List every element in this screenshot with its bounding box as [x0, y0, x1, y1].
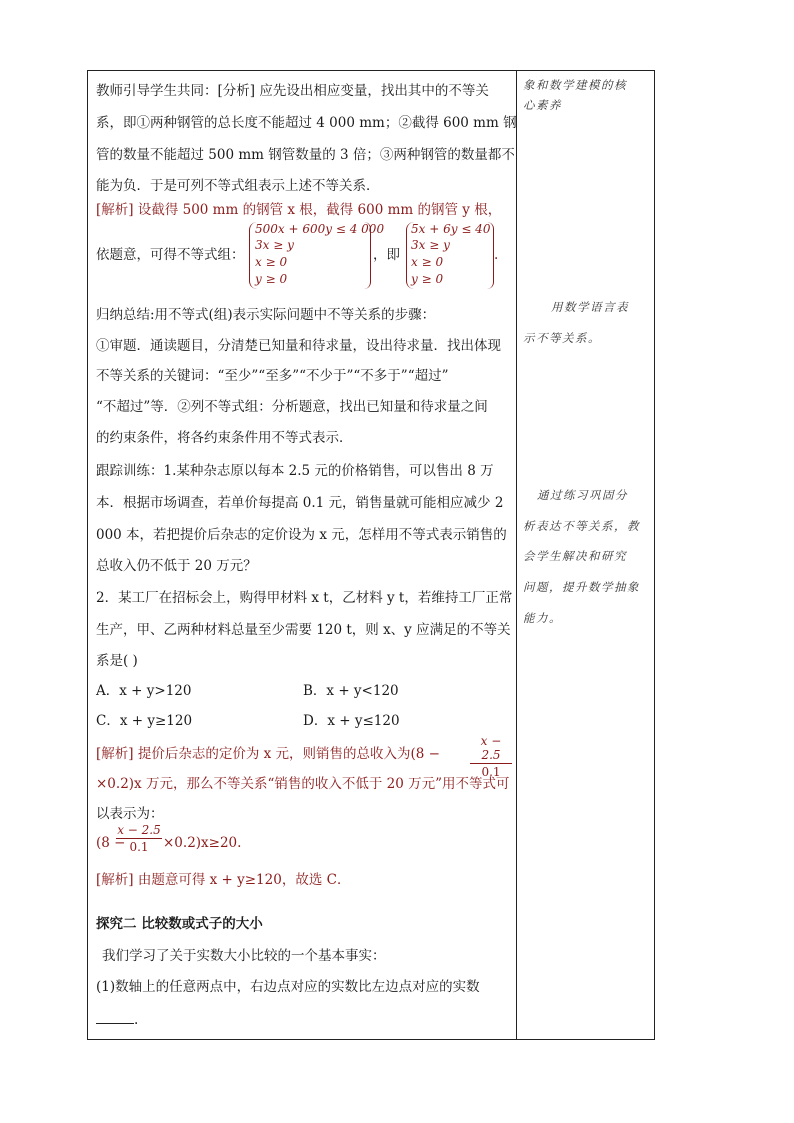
solution-2-line-1: [解析] 提价后杂志的定价为 x 元，则销售的总收入为(8 − — [96, 746, 440, 762]
solution-2-line-3: 以表示为： — [96, 806, 164, 822]
fraction-2-bar — [116, 838, 162, 839]
fraction-1 — [470, 734, 512, 779]
practice-line-2: 本．根据市场调查，若单价每提高 0.1 元，销售量就可能相应减少 2 — [96, 495, 504, 511]
system-2-line-3: x ≥ 0 — [411, 255, 444, 269]
system-2-line-4: y ≥ 0 — [411, 272, 444, 286]
analysis-line-4: 能为负．于是可列不等式组表示上述不等关系． — [96, 178, 380, 194]
note-1-line-2: 心素养 — [523, 98, 562, 112]
solution-3-line: [解析] 由题意可得 x + y≥120，故选 C． — [96, 872, 351, 888]
note-3-line-4: 问题，提升数学抽象 — [523, 580, 640, 594]
system-prefix: 依题意，可得不等式组： — [96, 247, 245, 263]
system-mid-text: ，即 — [373, 247, 400, 263]
analysis-line-3: 管的数量不能超过 500 mm 钢管数量的 3 倍；③两种钢管的数量都不 — [96, 147, 515, 163]
practice-line-3: 000 本，若把提价后杂志的定价设为 x 元，怎样用不等式表示销售的 — [96, 527, 507, 543]
section-paragraph: 我们学习了关于实数大小比较的一个基本事实： — [102, 948, 386, 964]
system-1-line-3: x ≥ 0 — [255, 255, 288, 269]
fraction-2-numerator: x − 2.5 — [117, 823, 161, 837]
note-2-line-1: 用数学语言表 — [551, 300, 629, 314]
expression-prefix: (8 − — [96, 835, 126, 851]
option-d: D．x + y≤120 — [303, 713, 400, 729]
analysis-line-1: 教师引导学生共同：[分析] 应先设出相应变量，找出其中的不等关 — [96, 83, 489, 99]
option-b: B．x + y<120 — [303, 683, 399, 699]
note-3-line-2: 析表达不等关系，教 — [523, 519, 640, 533]
practice-line-5: 2．某工厂在招标会上，购得甲材料 x t，乙材料 y t，若维持工厂正常 — [96, 590, 513, 606]
summary-line-3: 不等关系的关键词：“至少”“至多”“不少于”“不多于”“超过” — [96, 368, 449, 384]
blank-period: . — [134, 1012, 139, 1028]
lesson-table — [87, 70, 655, 1040]
side-notes-column — [517, 71, 656, 1039]
system-2-line-2: 3x ≥ y — [411, 238, 450, 252]
note-1-line-1: 象和数学建模的核 — [523, 78, 627, 92]
fraction-1-denominator: 0.1 — [481, 765, 501, 779]
option-c: C．x + y≥120 — [96, 713, 193, 729]
main-column — [88, 71, 516, 1039]
summary-line-5: 的约束条件，将各约束条件用不等式表示． — [96, 430, 353, 446]
practice-line-4: 总收入仍不低于 20 万元？ — [96, 558, 257, 574]
expression-suffix: ×0.2)x≥20. — [163, 835, 242, 851]
option-a: A．x + y>120 — [96, 683, 192, 699]
fraction-2 — [116, 823, 162, 854]
note-3-line-5: 能力。 — [523, 611, 562, 625]
note-3-line-1: 通过练习巩固分 — [537, 488, 628, 502]
practice-line-1: 跟踪训练：1.某种杂志原以每本 2.5 元的价格销售，可以售出 8 万 — [96, 463, 494, 479]
system-1-line-2: 3x ≥ y — [255, 238, 294, 252]
answer-blank — [96, 1023, 134, 1024]
note-3-line-3: 会学生解决和研究 — [523, 549, 627, 563]
section-title: 探究二 比较数或式子的大小 — [96, 916, 263, 932]
right-bracket-2 — [487, 222, 494, 289]
practice-line-6: 生产，甲、乙两种材料总量至少需要 120 t，则 x、y 应满足的不等关 — [96, 622, 511, 638]
summary-line-4: “不超过”等．②列不等式组：分析题意，找出已知量和待求量之间 — [96, 399, 488, 415]
section-question: (1)数轴上的任意两点中，右边点对应的实数比左边点对应的实数 — [96, 979, 480, 995]
system-end: . — [494, 247, 499, 263]
summary-line-2: ①审题．通读题目，分清楚已知量和待求量，设出待求量．找出体现 — [96, 338, 501, 354]
practice-line-7: 系是( ) — [96, 653, 138, 669]
note-2-line-2: 示不等关系。 — [523, 331, 601, 345]
system-1-line-1: 500x + 600y ≤ 4 000 — [255, 222, 385, 236]
fraction-1-bar — [470, 763, 512, 764]
analysis-line-2: 系，即①两种钢管的总长度不能超过 4 000 mm；②截得 600 mm 钢 — [96, 115, 517, 131]
solution-2-line-2: ×0.2)x 万元，那么不等关系“销售的收入不低于 20 万元”用不等式可 — [96, 776, 510, 792]
summary-line-1: 归纳总结:用不等式(组)表示实际问题中不等关系的步骤： — [96, 307, 436, 323]
solution-1-line: [解析] 设截得 500 mm 的钢管 x 根，截得 600 mm 的钢管 y 根， — [96, 202, 502, 218]
right-bracket-1 — [364, 222, 371, 289]
fraction-2-denominator: 0.1 — [129, 840, 149, 854]
system-2-line-1: 5x + 6y ≤ 40 — [411, 222, 491, 236]
fraction-1-numerator: x − 2.5 — [480, 734, 502, 762]
system-1-line-4: y ≥ 0 — [255, 272, 288, 286]
